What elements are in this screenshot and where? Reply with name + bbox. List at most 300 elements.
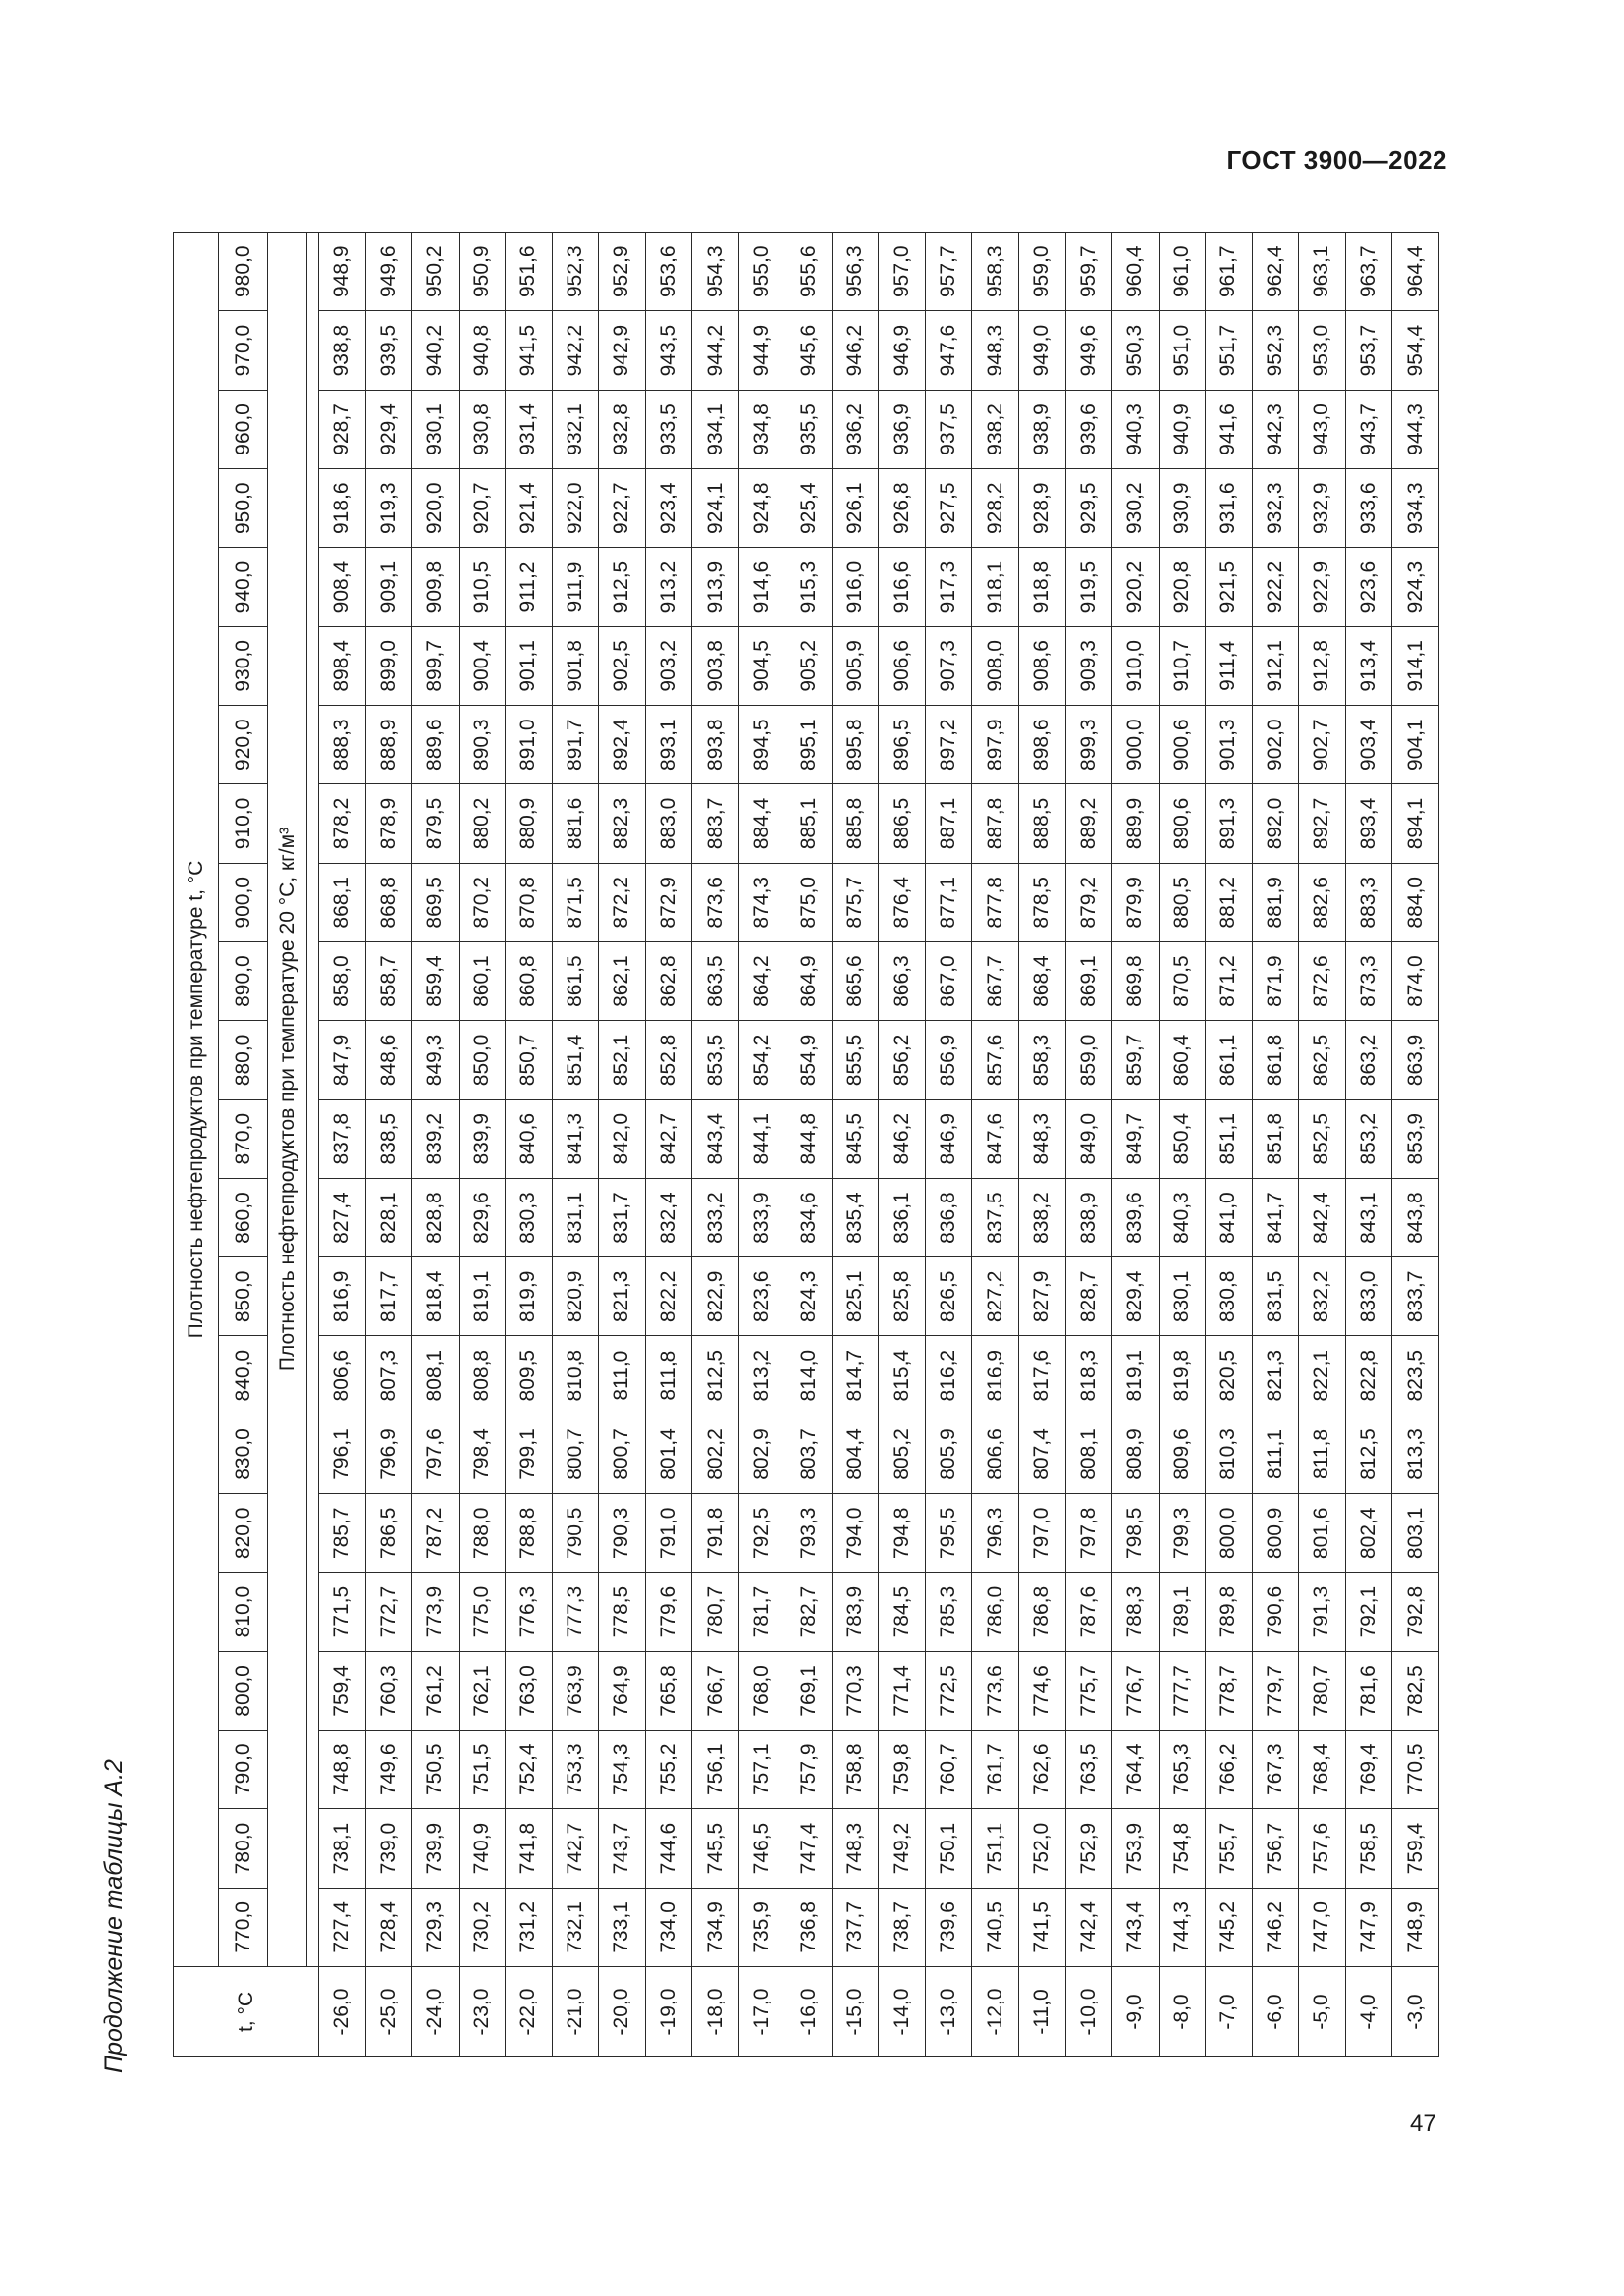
density-cell: 845,5 (832, 1099, 879, 1178)
density-column-header: 790,0 (219, 1731, 268, 1809)
table-row (645, 233, 692, 2057)
density-cell: 781,6 (1345, 1651, 1392, 1730)
density-cell: 835,4 (832, 1178, 879, 1256)
density-cell: 751,1 (972, 1809, 1019, 1888)
density-cell: 891,0 (506, 706, 553, 784)
density-cell: 889,6 (412, 706, 460, 784)
density-cell: 804,4 (832, 1415, 879, 1493)
density-cell: 843,8 (1392, 1178, 1439, 1256)
density-cell: 842,4 (1299, 1178, 1346, 1256)
density-cell: 930,9 (1159, 469, 1206, 548)
density-cell: 928,2 (972, 469, 1019, 548)
density-cell: 770,5 (1392, 1731, 1439, 1809)
density-cell: 857,6 (972, 1021, 1019, 1099)
density-cell: 903,2 (645, 626, 692, 705)
density-cell: 818,3 (1065, 1336, 1112, 1415)
density-cell: 862,5 (1299, 1021, 1346, 1099)
density-cell: 870,2 (459, 863, 506, 941)
density-cell: 772,7 (365, 1573, 412, 1651)
density-cell: 930,8 (459, 390, 506, 468)
density-cell: 862,1 (599, 941, 646, 1020)
density-cell: 942,2 (552, 311, 599, 390)
table-row (1206, 233, 1253, 2057)
density-cell: 900,6 (1159, 706, 1206, 784)
density-cell: 962,4 (1252, 233, 1299, 311)
density-cell: 749,2 (879, 1809, 926, 1888)
density-cell: 887,8 (972, 784, 1019, 863)
density-cell: 770,3 (832, 1651, 879, 1730)
density-cell: 884,4 (738, 784, 785, 863)
density-cell: 742,4 (1065, 1888, 1112, 1966)
density-cell: 910,0 (1112, 626, 1160, 705)
density-cell: 841,3 (552, 1099, 599, 1178)
density-cell: 954,4 (1392, 311, 1439, 390)
density-cell: 892,4 (599, 706, 646, 784)
density-cell: 865,6 (832, 941, 879, 1020)
density-cell: 836,8 (925, 1178, 972, 1256)
density-cell: 907,3 (925, 626, 972, 705)
density-cell: 900,0 (1112, 706, 1160, 784)
density-cell: 959,7 (1065, 233, 1112, 311)
table-row (1345, 233, 1392, 2057)
density-cell: 792,5 (738, 1494, 785, 1573)
table-row (785, 233, 833, 2057)
table-row (738, 233, 785, 2057)
table-row (1065, 233, 1112, 2057)
density-cell: 747,4 (785, 1809, 833, 1888)
density-cell: 820,9 (552, 1257, 599, 1336)
density-cell: 847,9 (319, 1021, 366, 1099)
density-cell: 846,9 (925, 1099, 972, 1178)
density-cell: 863,9 (1392, 1021, 1439, 1099)
density-column-header: 840,0 (219, 1336, 268, 1415)
density-cell: 955,0 (738, 233, 785, 311)
density-cell: 871,5 (552, 863, 599, 941)
density-cell: 940,2 (412, 311, 460, 390)
density-cell: 776,3 (506, 1573, 553, 1651)
density-column-header: 980,0 (219, 233, 268, 311)
density-cell: 897,9 (972, 706, 1019, 784)
density-cell: 878,9 (365, 784, 412, 863)
density-cell: 861,8 (1252, 1021, 1299, 1099)
density-cell: 739,0 (365, 1809, 412, 1888)
density-cell: 897,2 (925, 706, 972, 784)
density-cell: 868,8 (365, 863, 412, 941)
density-cell: 890,6 (1159, 784, 1206, 863)
density-column-header: 960,0 (219, 390, 268, 468)
density-cell: 805,2 (879, 1415, 926, 1493)
density-cell: 864,9 (785, 941, 833, 1020)
density-cell: 833,0 (1345, 1257, 1392, 1336)
density-cell: 903,8 (692, 626, 739, 705)
density-cell: 901,8 (552, 626, 599, 705)
density-cell: 764,9 (599, 1651, 646, 1730)
density-cell: 948,9 (319, 233, 366, 311)
density-cell: 929,4 (365, 390, 412, 468)
density-cell: 752,4 (506, 1731, 553, 1809)
density-cell: 879,2 (1065, 863, 1112, 941)
density-cell: 843,4 (692, 1099, 739, 1178)
density-column-header: 830,0 (219, 1415, 268, 1493)
density-cell: 870,8 (506, 863, 553, 941)
density-cell: 748,9 (1392, 1888, 1439, 1966)
density-cell: 873,3 (1345, 941, 1392, 1020)
density-cell: 904,1 (1392, 706, 1439, 784)
density-cell: 922,9 (1299, 548, 1346, 626)
density-cell: 869,5 (412, 863, 460, 941)
density-cell: 852,8 (645, 1021, 692, 1099)
density-cell: 943,5 (645, 311, 692, 390)
density-cell: 788,3 (1112, 1573, 1160, 1651)
density-cell: 800,7 (552, 1415, 599, 1493)
density-cell: 872,9 (645, 863, 692, 941)
density-cell: 893,1 (645, 706, 692, 784)
density-cell: 833,2 (692, 1178, 739, 1256)
density-cell: 961,0 (1159, 233, 1206, 311)
density-cell: 743,4 (1112, 1888, 1160, 1966)
density-cell: 963,7 (1345, 233, 1392, 311)
density-cell: 867,0 (925, 941, 972, 1020)
density-cell: 771,5 (319, 1573, 366, 1651)
density-cell: 916,6 (879, 548, 926, 626)
temperature-cell: -15,0 (832, 1967, 879, 2057)
density-cell: 906,6 (879, 626, 926, 705)
density-cell: 849,0 (1065, 1099, 1112, 1178)
density-cell: 899,3 (1065, 706, 1112, 784)
density-cell: 843,1 (1345, 1178, 1392, 1256)
density-cell: 852,1 (599, 1021, 646, 1099)
density-cell: 830,8 (1206, 1257, 1253, 1336)
density-column-header: 950,0 (219, 469, 268, 548)
density-cell: 830,1 (1159, 1257, 1206, 1336)
density-cell: 755,7 (1206, 1809, 1253, 1888)
density-cell: 923,4 (645, 469, 692, 548)
density-cell: 859,7 (1112, 1021, 1160, 1099)
density-cell: 902,5 (599, 626, 646, 705)
density-cell: 934,1 (692, 390, 739, 468)
density-cell: 912,5 (599, 548, 646, 626)
density-cell: 950,2 (412, 233, 460, 311)
density-cell: 870,5 (1159, 941, 1206, 1020)
table-row (1112, 233, 1160, 2057)
density-cell: 792,8 (1392, 1573, 1439, 1651)
density-cell: 828,7 (1065, 1257, 1112, 1336)
density-cell: 911,9 (552, 548, 599, 626)
header-spacer (307, 233, 319, 1967)
density-column-header: 940,0 (219, 548, 268, 626)
density-cell: 920,7 (459, 469, 506, 548)
density-cell: 881,6 (552, 784, 599, 863)
density-cell: 884,0 (1392, 863, 1439, 941)
density-cell: 872,6 (1299, 941, 1346, 1020)
density-cell: 890,3 (459, 706, 506, 784)
density-cell: 821,3 (599, 1257, 646, 1336)
density-cell: 926,8 (879, 469, 926, 548)
density-cell: 800,9 (1252, 1494, 1299, 1573)
density-cell: 940,8 (459, 311, 506, 390)
density-cell: 832,2 (1299, 1257, 1346, 1336)
density-cell: 892,0 (1252, 784, 1299, 863)
density-cell: 913,2 (645, 548, 692, 626)
density-cell: 788,0 (459, 1494, 506, 1573)
density-cell: 756,1 (692, 1731, 739, 1809)
density-cell: 911,2 (506, 548, 553, 626)
density-column-header: 770,0 (219, 1888, 268, 1966)
density-cell: 748,3 (832, 1809, 879, 1888)
density-cell: 789,1 (1159, 1573, 1206, 1651)
density-cell: 791,0 (645, 1494, 692, 1573)
density-cell: 807,4 (1018, 1415, 1065, 1493)
density-cell: 936,2 (832, 390, 879, 468)
density-cell: 813,3 (1392, 1415, 1439, 1493)
density-cell: 761,2 (412, 1651, 460, 1730)
density-cell: 909,3 (1065, 626, 1112, 705)
density-cell: 734,9 (692, 1888, 739, 1966)
density-table (173, 232, 1439, 2057)
density-cell: 788,8 (506, 1494, 553, 1573)
table-row (1018, 233, 1065, 2057)
density-column-header: 800,0 (219, 1651, 268, 1730)
density-cell: 813,2 (738, 1336, 785, 1415)
density-cell: 841,7 (1252, 1178, 1299, 1256)
density-cell: 952,3 (552, 233, 599, 311)
density-cell: 806,6 (319, 1336, 366, 1415)
density-cell: 955,6 (785, 233, 833, 311)
density-cell: 818,4 (412, 1257, 460, 1336)
density-cell: 810,3 (1206, 1415, 1253, 1493)
density-cell: 963,1 (1299, 233, 1346, 311)
density-cell: 849,7 (1112, 1099, 1160, 1178)
density-cell: 858,3 (1018, 1021, 1065, 1099)
density-cell: 961,7 (1206, 233, 1253, 311)
density-cell: 921,4 (506, 469, 553, 548)
density-cell: 892,7 (1299, 784, 1346, 863)
table-row (506, 233, 553, 2057)
density-cell: 841,0 (1206, 1178, 1253, 1256)
density-cell: 930,1 (412, 390, 460, 468)
density-cell: 756,7 (1252, 1809, 1299, 1888)
density-cell: 937,5 (925, 390, 972, 468)
density-cell: 839,6 (1112, 1178, 1160, 1256)
density-cell: 821,3 (1252, 1336, 1299, 1415)
density-cell: 746,2 (1252, 1888, 1299, 1966)
density-cell: 949,6 (365, 233, 412, 311)
density-cell: 894,1 (1392, 784, 1439, 863)
density-cell: 913,4 (1345, 626, 1392, 705)
density-cell: 839,2 (412, 1099, 460, 1178)
density-cell: 823,6 (738, 1257, 785, 1336)
density-cell: 754,8 (1159, 1809, 1206, 1888)
density-cell: 739,9 (412, 1809, 460, 1888)
density-cell: 856,9 (925, 1021, 972, 1099)
density-cell: 808,9 (1112, 1415, 1160, 1493)
density-cell: 850,0 (459, 1021, 506, 1099)
density-cell: 840,6 (506, 1099, 553, 1178)
density-cell: 796,9 (365, 1415, 412, 1493)
density-cell: 933,5 (645, 390, 692, 468)
temperature-cell: -11,0 (1018, 1967, 1065, 2057)
density-cell: 932,1 (552, 390, 599, 468)
density-cell: 811,8 (645, 1336, 692, 1415)
density-cell: 795,5 (925, 1494, 972, 1573)
density-cell: 855,5 (832, 1021, 879, 1099)
density-cell: 837,8 (319, 1099, 366, 1178)
density-cell: 779,6 (645, 1573, 692, 1651)
density-cell: 873,6 (692, 863, 739, 941)
density-cell: 861,5 (552, 941, 599, 1020)
density-cell: 830,3 (506, 1178, 553, 1256)
density-cell: 946,9 (879, 311, 926, 390)
density-cell: 745,2 (1206, 1888, 1253, 1966)
density-cell: 912,8 (1299, 626, 1346, 705)
temperature-cell: -10,0 (1065, 1967, 1112, 2057)
temperature-cell: -19,0 (645, 1967, 692, 2057)
density-cell: 811,1 (1252, 1415, 1299, 1493)
density-cell: 953,7 (1345, 311, 1392, 390)
density-cell: 920,0 (412, 469, 460, 548)
density-cell: 763,9 (552, 1651, 599, 1730)
density-cell: 918,6 (319, 469, 366, 548)
density-cell: 903,4 (1345, 706, 1392, 784)
density-cell: 849,3 (412, 1021, 460, 1099)
density-cell: 746,5 (738, 1809, 785, 1888)
density-column-header: 890,0 (219, 941, 268, 1020)
standard-designation: ГОСТ 3900—2022 (1226, 145, 1447, 175)
density-cell: 953,0 (1299, 311, 1346, 390)
density-cell: 879,5 (412, 784, 460, 863)
density-cell: 905,2 (785, 626, 833, 705)
density-cell: 840,3 (1159, 1178, 1206, 1256)
density-cell: 839,9 (459, 1099, 506, 1178)
table-row (459, 233, 506, 2057)
density-cell: 934,8 (738, 390, 785, 468)
density-cell: 817,7 (365, 1257, 412, 1336)
density-cell: 819,9 (506, 1257, 553, 1336)
density-cell: 919,3 (365, 469, 412, 548)
table-row (972, 233, 1019, 2057)
density-cell: 811,0 (599, 1336, 646, 1415)
density-cell: 871,2 (1206, 941, 1253, 1020)
density-cell: 878,5 (1018, 863, 1065, 941)
density-cell: 765,8 (645, 1651, 692, 1730)
density-cell: 792,1 (1345, 1573, 1392, 1651)
density-cell: 932,8 (599, 390, 646, 468)
density-cell: 735,9 (738, 1888, 785, 1966)
density-cell: 809,6 (1159, 1415, 1206, 1493)
density-cell: 768,4 (1299, 1731, 1346, 1809)
density-cell: 743,7 (599, 1809, 646, 1888)
density-cell: 883,7 (692, 784, 739, 863)
density-cell: 957,0 (879, 233, 926, 311)
density-cell: 938,2 (972, 390, 1019, 468)
density-cell: 801,6 (1299, 1494, 1346, 1573)
density-cell: 800,7 (599, 1415, 646, 1493)
density-cell: 844,8 (785, 1099, 833, 1178)
table-row (1299, 233, 1346, 2057)
density-cell: 825,1 (832, 1257, 879, 1336)
density-cell: 802,2 (692, 1415, 739, 1493)
temperature-column-header: t, °C (174, 1967, 319, 2057)
density-cell: 733,1 (599, 1888, 646, 1966)
density-cell: 924,8 (738, 469, 785, 548)
density-cell: 747,9 (1345, 1888, 1392, 1966)
density-cell: 738,7 (879, 1888, 926, 1966)
table-row (1159, 233, 1206, 2057)
density-cell: 858,0 (319, 941, 366, 1020)
density-cell: 952,3 (1252, 311, 1299, 390)
density-cell: 952,9 (599, 233, 646, 311)
density-cell: 837,5 (972, 1178, 1019, 1256)
density-cell: 738,1 (319, 1809, 366, 1888)
density-cell: 801,4 (645, 1415, 692, 1493)
density-cell: 817,6 (1018, 1336, 1065, 1415)
density-cell: 854,9 (785, 1021, 833, 1099)
density-cell: 807,3 (365, 1336, 412, 1415)
density-cell: 838,2 (1018, 1178, 1065, 1256)
density-cell: 869,1 (1065, 941, 1112, 1020)
density-cell: 910,5 (459, 548, 506, 626)
density-cell: 933,6 (1345, 469, 1392, 548)
density-cell: 951,7 (1206, 311, 1253, 390)
temperature-cell: -13,0 (925, 1967, 972, 2057)
density-cell: 750,5 (412, 1731, 460, 1809)
density-cell: 790,6 (1252, 1573, 1299, 1651)
density-column-header: 920,0 (219, 706, 268, 784)
density-cell: 767,3 (1252, 1731, 1299, 1809)
density-cell: 822,8 (1345, 1336, 1392, 1415)
temperature-cell: -14,0 (879, 1967, 926, 2057)
density-cell: 819,8 (1159, 1336, 1206, 1415)
density-cell: 909,1 (365, 548, 412, 626)
density-cell: 741,5 (1018, 1888, 1065, 1966)
density-cell: 899,7 (412, 626, 460, 705)
group-header: Плотность нефтепродуктов при температуре t, °C (174, 233, 219, 1967)
density-cell: 913,9 (692, 548, 739, 626)
density-cell: 819,1 (459, 1257, 506, 1336)
density-cell: 917,3 (925, 548, 972, 626)
density-cell: 783,9 (832, 1573, 879, 1651)
temperature-cell: -16,0 (785, 1967, 833, 2057)
density-cell: 898,6 (1018, 706, 1065, 784)
density-cell: 816,2 (925, 1336, 972, 1415)
temperature-cell: -5,0 (1299, 1967, 1346, 2057)
density-cell: 814,0 (785, 1336, 833, 1415)
density-cell: 942,3 (1252, 390, 1299, 468)
density-cell: 936,9 (879, 390, 926, 468)
density-cell: 880,9 (506, 784, 553, 863)
temperature-cell: -24,0 (412, 1967, 460, 2057)
density-cell: 753,3 (552, 1731, 599, 1809)
density-cell: 875,0 (785, 863, 833, 941)
density-cell: 808,1 (1065, 1415, 1112, 1493)
density-cell: 829,6 (459, 1178, 506, 1256)
density-cell: 911,4 (1206, 626, 1253, 705)
temperature-cell: -4,0 (1345, 1967, 1392, 2057)
temperature-cell: -12,0 (972, 1967, 1019, 2057)
density-cell: 752,0 (1018, 1809, 1065, 1888)
density-cell: 863,5 (692, 941, 739, 1020)
density-cell: 842,7 (645, 1099, 692, 1178)
density-cell: 822,2 (645, 1257, 692, 1336)
density-cell: 728,4 (365, 1888, 412, 1966)
density-cell: 881,9 (1252, 863, 1299, 941)
density-cell: 923,6 (1345, 548, 1392, 626)
density-cell: 757,6 (1299, 1809, 1346, 1888)
table-row (925, 233, 972, 2057)
density-cell: 954,3 (692, 233, 739, 311)
density-cell: 922,0 (552, 469, 599, 548)
density-cell: 769,1 (785, 1651, 833, 1730)
